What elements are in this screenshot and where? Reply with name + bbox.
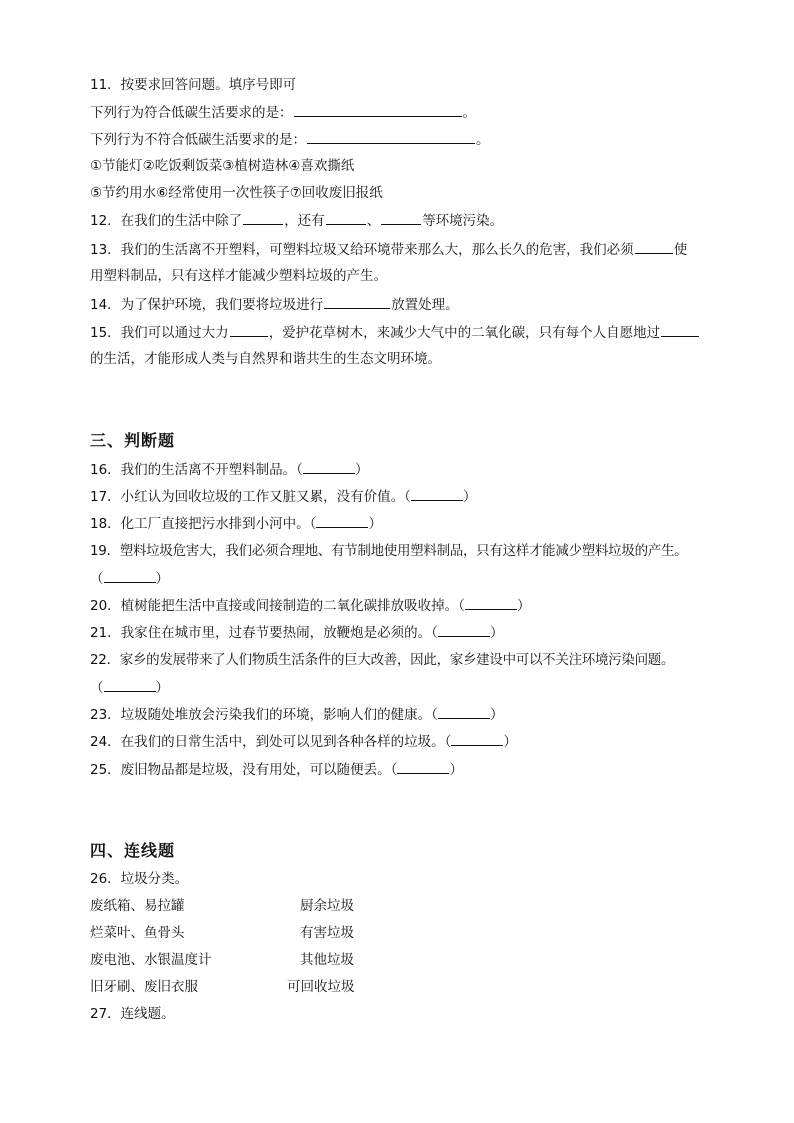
answer-blank[interactable]	[303, 460, 355, 474]
section-title-matching: 四、连线题	[90, 841, 176, 860]
judge-text: 24．在我们的日常生活中，到处可以见到各种各样的垃圾。（	[90, 734, 452, 750]
judge-text: 23．垃圾随处堆放会污染我们的环境，影响人们的健康。（	[90, 707, 438, 723]
answer-blank[interactable]	[104, 678, 156, 692]
answer-blank[interactable]	[397, 760, 449, 774]
answer-blank[interactable]	[324, 295, 390, 309]
q13-text-b: 使	[673, 242, 688, 258]
paren-close: ）	[368, 516, 382, 532]
answer-blank[interactable]	[294, 103, 462, 117]
q13-line2: 用塑料制品，只有这样才能减少塑料垃圾的产生。	[90, 268, 387, 284]
judge-item	[90, 760, 463, 779]
q12-text-d: 等环境污染。	[422, 213, 504, 229]
q15-text-b: ，爱护花草树木，来减少大气中的二氧化碳，只有每个人自愿地过	[268, 325, 661, 341]
q26-title: 26．垃圾分类。	[90, 871, 189, 887]
match-right-item[interactable]: 可回收垃圾	[287, 979, 355, 995]
paren-close: ）	[354, 462, 369, 478]
judge-text: 20．植树能把生活中直接或间接制造的二氧化碳排放吸收掉。（	[90, 598, 465, 614]
judge-item	[90, 596, 530, 615]
paren-open: （	[90, 571, 104, 587]
match-left-item[interactable]: 废纸箱、易拉罐	[90, 898, 185, 914]
q12-text-c: 、	[366, 213, 381, 229]
paren-close: ）	[489, 625, 504, 641]
paren-open: （	[90, 680, 104, 696]
q14	[90, 295, 459, 314]
paren-close: ）	[503, 734, 517, 750]
judge-text: 18．化工厂直接把污水排到小河中。（	[90, 516, 317, 532]
q12	[90, 211, 503, 230]
answer-blank[interactable]	[104, 569, 156, 583]
q14-text-b: 放置处理。	[391, 297, 459, 313]
q11-line2-text: 下列行为不符合低碳生活要求的是：	[90, 132, 306, 148]
q14-text-a: 14．为了保护环境，我们要将垃圾进行	[90, 297, 324, 313]
q11-options-1: ①节能灯②吃饭剩饭菜③植树造林④喜欢撕纸	[90, 158, 355, 174]
q15-line1	[90, 323, 700, 342]
judge-item	[90, 732, 517, 751]
answer-blank[interactable]	[381, 211, 421, 225]
q11-line2	[90, 130, 490, 149]
q27-title: 27．连线题。	[90, 1006, 175, 1022]
q13-text-a: 13．我们的生活离不开塑料，可塑料垃圾又给环境带来那么大，那么长久的危害，我们必须	[90, 242, 634, 258]
paren-close: ）	[155, 571, 169, 587]
answer-blank[interactable]	[465, 596, 517, 610]
answer-blank[interactable]	[243, 211, 283, 225]
match-right-item[interactable]: 其他垃圾	[300, 952, 354, 968]
judge-item	[90, 705, 503, 724]
judge-item: 19．塑料垃圾危害大，我们必须合理地、有节制地使用塑料制品，只有这样才能减少塑料垃圾的产生。	[90, 543, 688, 559]
section-title-judgement: 三、判断题	[90, 431, 176, 450]
answer-blank[interactable]	[661, 323, 699, 337]
answer-blank[interactable]	[326, 211, 366, 225]
answer-blank[interactable]	[451, 732, 503, 746]
q11-line1-end: 。	[462, 105, 476, 121]
paren-close: ）	[449, 762, 463, 778]
match-right-item[interactable]: 有害垃圾	[300, 925, 354, 941]
judge-item	[90, 623, 503, 642]
q11-line2-end: 。	[476, 132, 490, 148]
match-right-item[interactable]: 厨余垃圾	[300, 898, 354, 914]
judge-item	[90, 460, 368, 479]
match-left-item[interactable]: 废电池、水银温度计	[90, 952, 212, 968]
q11-line1	[90, 103, 476, 122]
paren-close: ）	[516, 598, 531, 614]
judge-text: 16．我们的生活离不开塑料制品。（	[90, 462, 303, 478]
answer-blank[interactable]	[438, 705, 490, 719]
q11-title: 11．按要求回答问题。填序号即可	[90, 77, 297, 93]
q15-text-a: 15．我们可以通过大力	[90, 325, 229, 341]
paren-close: ）	[462, 489, 477, 505]
answer-blank[interactable]	[438, 623, 490, 637]
judge-answer	[90, 569, 169, 588]
q15-line2: 的生活，才能形成人类与自然界和谐共生的生态文明环境。	[90, 351, 441, 367]
answer-blank[interactable]	[307, 130, 475, 144]
judge-item	[90, 514, 382, 533]
q11-line1-text: 下列行为符合低碳生活要求的是：	[90, 105, 293, 121]
answer-blank[interactable]	[635, 240, 673, 254]
judge-text: 25．废旧物品都是垃圾，没有用处，可以随便丢。（	[90, 762, 398, 778]
judge-item	[90, 487, 476, 506]
judge-text: 17．小红认为回收垃圾的工作又脏又累，没有价值。（	[90, 489, 411, 505]
match-left-item[interactable]: 烂菜叶、鱼骨头	[90, 925, 185, 941]
q12-text-a: 12．在我们的生活中除了	[90, 213, 243, 229]
judge-item: 22．家乡的发展带来了人们物质生活条件的巨大改善，因此，家乡建设中可以不关注环境污染问题。	[90, 652, 675, 668]
paren-close: ）	[489, 707, 504, 723]
paren-close: ）	[155, 680, 169, 696]
answer-blank[interactable]	[316, 514, 368, 528]
q11-options-2: ⑤节约用水⑥经常使用一次性筷子⑦回收废旧报纸	[90, 185, 383, 201]
answer-blank[interactable]	[230, 323, 268, 337]
q12-text-b: ，还有	[284, 213, 325, 229]
q13-line1	[90, 240, 687, 259]
answer-blank[interactable]	[411, 487, 463, 501]
match-left-item[interactable]: 旧牙刷、废旧衣服	[90, 979, 198, 995]
judge-text: 21．我家住在城市里，过春节要热闹，放鞭炮是必须的。（	[90, 625, 438, 641]
judge-answer	[90, 678, 169, 697]
